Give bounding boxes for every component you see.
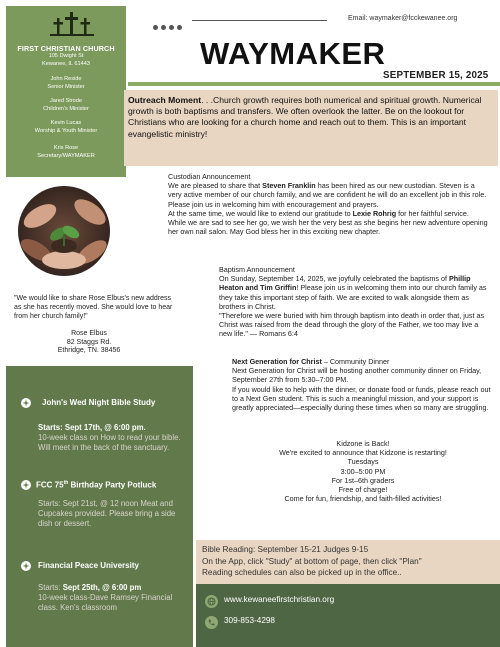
staff-name: Kris Rose <box>53 145 79 151</box>
phone-number[interactable]: 309-853-4298 <box>224 616 275 625</box>
bible-reading-note: Reading schedules can also be picked up in the office.. <box>202 568 402 577</box>
sparkle-bullet-icon <box>21 480 31 490</box>
event-details: Starts: Sept 17th, @ 6:00 pm. 10-week class on How to read your bible. Will meet in the back of the sanctuary. <box>38 423 181 452</box>
phone-icon <box>205 616 218 629</box>
sidebar <box>6 6 126 177</box>
custodian-paragraph: We are pleased to share that Steven Franklin has been hired as our new custodian. Steven is a very active member of our church family, and we are confident he will do an excellent job in this role. Please join us in welcoming him with encouragement and prayers. <box>168 181 487 209</box>
address-street: 82 Staggs Rd. <box>66 338 112 346</box>
newsletter-title: WAYMAKER <box>200 36 386 71</box>
church-name: FIRST CHRISTIAN CHURCH <box>17 44 115 53</box>
staff-name: Jared Strode <box>49 98 83 104</box>
baptism-scripture: "Therefore we were buried with him through baptism into death in order that, just as Christ was raised from the dead through the glory of the Father, we too may live a new life." — Romans 6:4 <box>219 311 485 339</box>
event-details: Starts: Sept 21st, @ 12 noon Meat and Cupcakes provided. Please bring a side dish or dessert. <box>38 499 176 528</box>
bible-reading-instructions: On the App, click "Study" at bottom of page, then click "Plan" <box>202 556 422 566</box>
kidzone-line: We're excited to announce that Kidzone is restarting! <box>279 448 447 458</box>
staff-name: Kevin Lucas <box>50 120 82 126</box>
kidzone-line: For 1st–6th graders <box>331 475 395 485</box>
new-address-block <box>14 330 164 356</box>
date-underline <box>128 82 500 86</box>
staff-name: John Reside <box>50 76 82 82</box>
address-name: Rose Elbus <box>71 330 107 337</box>
church-address-street: 105 Dwight St <box>48 53 84 59</box>
event-details: Starts: Sept 25th, @ 6:00 pm 10-week class-Dave Ramsey Financial class. Ken's classroom <box>38 583 173 612</box>
bible-reading-box <box>196 540 500 584</box>
nextgen-heading: Next Generation for Christ – Community Dinner <box>232 357 390 366</box>
custodian-heading: Custodian Announcement <box>168 172 251 181</box>
church-address-city: Kewanee, IL 61443 <box>41 61 90 67</box>
baptism-paragraph: On Sunday, September 14, 2025, we joyfully celebrated the baptisms of Phillip Heaton and Tim Griffin! Please join us in welcoming them into our church family as they take this important step of faith. We are excited to walk alongside them as brothers in Christ. <box>219 274 487 311</box>
header-divider <box>192 20 327 21</box>
next-gen-dinner <box>232 357 494 412</box>
custodian-announcement <box>168 172 488 236</box>
event-title: FCC 75th Birthday Party Potluck <box>36 480 157 490</box>
website-link[interactable]: www.kewaneefirstchristian.org <box>224 595 335 604</box>
decorative-dots <box>153 17 185 35</box>
kidzone-line: 3:00–5:00 PM <box>340 466 386 476</box>
issue-date: SEPTEMBER 15, 2025 <box>383 70 489 81</box>
address-share-quote: "We would like to share Rose Elbus's new address as she has recently moved. She would love to hear from her church family!" <box>14 295 173 320</box>
globe-icon <box>205 595 218 608</box>
custodian-paragraph: At the same time, we would like to extend our gratitude to Lexie Rohrig for her faithful service. While we are sad to see her go, we wish her the very best as she begins her new adventure opening her own nail salon. May God bless her in this exciting new chapter. <box>168 208 488 237</box>
kidzone-line: Tuesdays <box>347 457 379 467</box>
sparkle-bullet-icon <box>21 398 31 408</box>
nextgen-paragraph: Next Generation for Christ will be hosting another community dinner on Friday, September 27th from 5:30–7:00 PM. <box>232 366 482 385</box>
staff-role: Worship & Youth Minister <box>34 128 98 134</box>
staff-role: Senior Minister <box>47 84 85 90</box>
outreach-text: . . .Church growth requires both numerical and spiritual growth. Numerical growth is both baptisms and transfers. We often overlook the latter. Be on the lookout for Christians who are looking for a church home and reach out to them. This is an important evangelistic ministry! <box>128 95 482 139</box>
baptism-heading: Baptism Announcement <box>219 265 295 274</box>
kidzone-line: Free of charge! <box>338 485 388 495</box>
events-box <box>6 366 193 647</box>
address-city: Ethridge, TN. 38456 <box>57 347 121 354</box>
contact-footer <box>196 584 500 647</box>
outreach-moment-box <box>124 90 498 166</box>
kidzone-line: Come for fun, friendship, and faith-filled activities! <box>284 494 442 504</box>
nextgen-paragraph: If you would like to help with the dinner, or donate food or funds, please reach out to a Next Gen student. This is such a meaningful mission, and your support is greatly appreciated—especially during these times when so many are struggling. <box>232 384 491 413</box>
staff-role: Secretary/WAYMAKER <box>37 153 95 159</box>
event-title: Financial Peace University <box>38 561 139 570</box>
sparkle-bullet-icon <box>21 561 31 571</box>
kidzone-line: Kidzone is Back! <box>336 439 390 448</box>
baptism-announcement <box>219 265 489 339</box>
staff-role: Children's Minister <box>43 106 89 112</box>
kidzone-announcement <box>232 439 494 503</box>
outreach-lead: Outreach Moment <box>128 95 202 105</box>
event-title: John's Wed Night Bible Study <box>42 398 156 407</box>
contact-email: Email: waymaker@fcckewanee.org <box>348 15 458 22</box>
three-crosses-icon <box>50 12 94 40</box>
hands-holding-plant-photo <box>18 186 110 276</box>
bible-reading-title: Bible Reading: September 15-21 Judges 9-15 <box>202 545 369 554</box>
